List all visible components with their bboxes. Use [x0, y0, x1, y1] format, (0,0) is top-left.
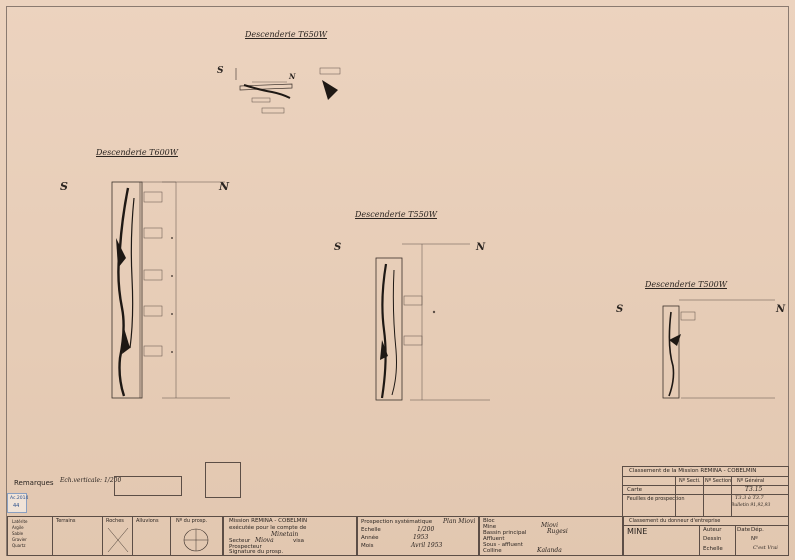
legend-divider: [52, 517, 53, 555]
dessin-label: Dessin: [703, 536, 722, 542]
mine-value: Miovi: [541, 522, 558, 529]
remarks-symbol-box: [205, 462, 241, 498]
bassin-label: Bassin principal: [483, 530, 527, 536]
donneur-header: Classement du donneur d'entreprise: [629, 518, 721, 524]
mission-line2: exécutée pour le compte de: [229, 525, 307, 531]
mois-label: Mois: [361, 543, 374, 549]
remarks-box: [114, 476, 182, 496]
section-title-t500w: Descenderie T500W: [645, 280, 727, 289]
section-drawing-t500w: [655, 296, 785, 406]
section-t500w-north: N: [776, 304, 786, 315]
classement-rule: [623, 485, 788, 486]
feuilles-ref1: T3.3 à T3.7: [735, 495, 764, 501]
section-drawing-t550w: [370, 240, 500, 410]
echelle-value: 1/200: [417, 526, 435, 533]
mission-block: [222, 516, 358, 556]
legend-item: Latérite: [12, 519, 28, 524]
section-t550w-south: S: [334, 242, 342, 253]
prospection-value: Plan Miovi: [443, 518, 476, 525]
donneur-mine-label: MINE: [627, 527, 648, 536]
legend-title-prosp: Nº du prosp.: [176, 518, 208, 524]
no-label: Nº: [751, 536, 758, 542]
remarks-label: Remarques: [14, 479, 54, 487]
classement-rule: [623, 476, 788, 477]
section-drawing-t600w: [100, 178, 240, 403]
section-t650w-north: N: [289, 72, 296, 81]
classement-col1: Nº Secti.: [679, 478, 701, 484]
classement-block: [622, 466, 789, 556]
stamp-line2: 44: [13, 503, 20, 509]
classement-divider: [735, 525, 736, 555]
legend-block: [7, 516, 224, 556]
section-t550w-north: N: [476, 242, 486, 253]
legend-cross-diagram: [106, 526, 130, 554]
legend-item: Argile: [12, 525, 24, 530]
annee-value: 1953: [413, 534, 429, 541]
colline-value: Kalanda: [537, 547, 562, 554]
feuilles-ref2: Bulletin 91,92,93: [731, 503, 771, 508]
mission-name: Mission REMINA - COBELMIN: [229, 518, 308, 524]
mission-client: Minetain: [271, 531, 299, 538]
section-t600w-south: S: [60, 180, 68, 193]
stamp-line1: Ac.2014: [10, 496, 29, 501]
legend-item: Gravier: [12, 537, 27, 542]
legend-item: Quartz: [12, 543, 26, 548]
legend-item: Sable: [12, 531, 24, 536]
auteur-label: Auteur: [703, 527, 722, 533]
classement-header: Classement de la Mission REMINA - COBELMIN: [629, 468, 757, 474]
legend-divider: [102, 517, 103, 555]
bloc-label: Bloc: [483, 518, 495, 524]
classement-rule: [623, 516, 788, 517]
secteur-label: Secteur: [229, 538, 251, 544]
colline-label: Colline: [483, 548, 502, 554]
visa-label: visa: [293, 538, 305, 544]
remarks-value: Ech.verticale: 1/200: [60, 477, 122, 484]
classement-col3: Nº Général: [737, 478, 765, 484]
section-drawing-t650w: [232, 60, 352, 120]
classement-rule: [623, 525, 788, 526]
carte-label: Carte: [627, 487, 643, 493]
location-block: [478, 516, 624, 556]
section-title-t600w: Descenderie T600W: [96, 148, 178, 157]
prospection-label: Prospection systématique: [361, 519, 433, 525]
signature-label: Signature du prosp.: [229, 549, 284, 555]
classement-divider: [731, 476, 732, 516]
dep-label: Dép.: [751, 527, 764, 533]
prospection-block: [356, 516, 480, 556]
classement-col2: Nº Section: [705, 478, 732, 484]
bassin-value: Rugesi: [547, 528, 568, 535]
secteur-value: Miova: [255, 537, 274, 544]
classement-divider: [675, 476, 676, 516]
mois-value: Avril 1953: [411, 542, 443, 549]
donneur-echelle-label: Echelle: [703, 546, 723, 552]
legend-title-roches: Roches: [106, 518, 124, 524]
legend-divider: [170, 517, 171, 555]
mine-label: Mine: [483, 524, 497, 530]
legend-divider: [132, 517, 133, 555]
legend-title-alluvions: Alluvions: [136, 518, 159, 524]
prospecteur-label: Prospecteur: [229, 544, 262, 550]
section-title-t650w: Descenderie T650W: [245, 30, 327, 39]
legend-compass-diagram: [174, 526, 220, 554]
classement-divider: [703, 476, 704, 516]
sous-affluent-label: Sous - affluent: [483, 542, 523, 548]
annee-label: Année: [361, 535, 379, 541]
archive-stamp: [7, 493, 27, 513]
section-t500w-south: S: [616, 304, 624, 315]
section-title-t550w: Descenderie T550W: [355, 210, 437, 219]
section-t600w-north: N: [219, 180, 230, 193]
classement-code: T3.15: [745, 486, 763, 493]
classement-extra: C'est Vrai: [753, 545, 778, 551]
affluent-label: Affluent: [483, 536, 505, 542]
feuilles-label: Feuilles de prospection: [627, 496, 685, 502]
classement-divider: [699, 525, 700, 555]
section-t650w-south: S: [217, 66, 224, 76]
legend-title-terrains: Terrains: [56, 518, 76, 524]
echelle-label: Echelle: [361, 527, 381, 533]
date-label: Date: [737, 527, 751, 533]
